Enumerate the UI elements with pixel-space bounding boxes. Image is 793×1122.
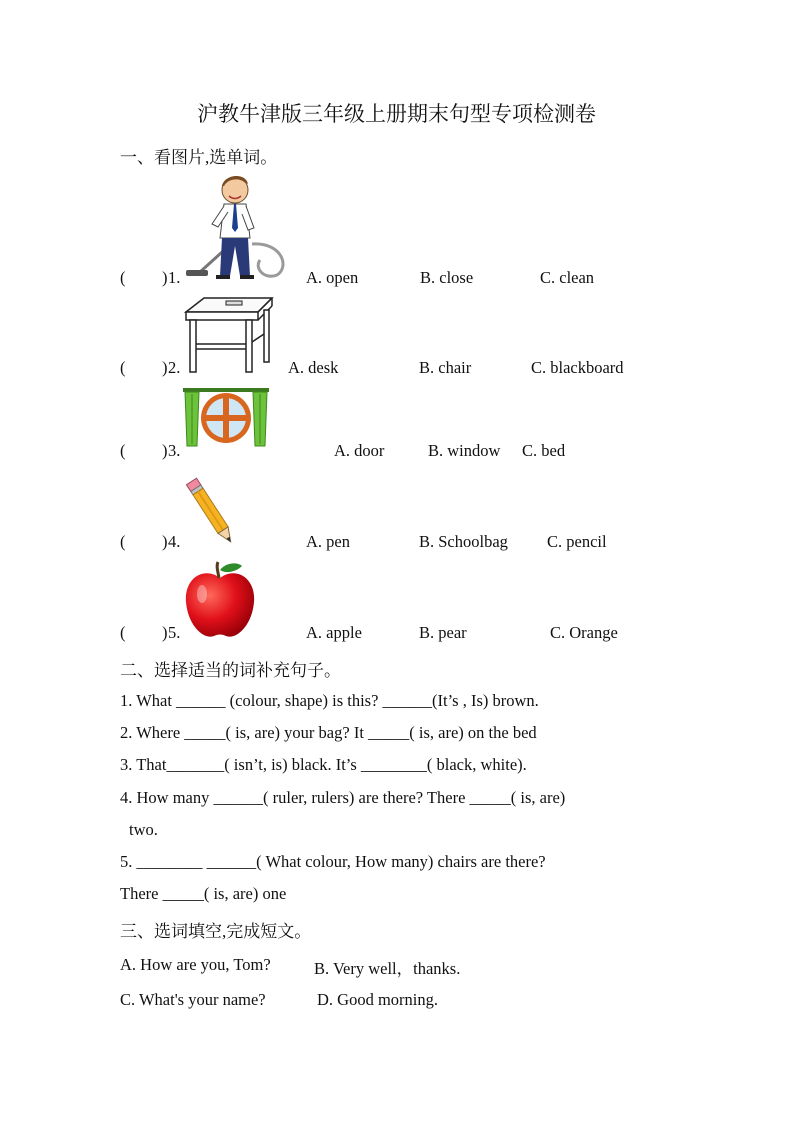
option-a: A. open [306,268,359,287]
question-number: 5. [168,623,181,642]
window-icon [183,388,269,450]
sentence-line: 5. ________ ______( What colour, How many) chairs are there? [120,852,546,871]
answer-paren-open: ( [120,623,126,642]
answer-paren-open: ( [120,441,126,460]
question-number: 2. [168,358,181,377]
answer-paren-close: ) [162,441,168,460]
pencil-icon [182,470,238,550]
option-c: C. pencil [547,532,607,551]
option-d: D. Good morning. [317,990,438,1009]
answer-paren-close: ) [162,268,168,287]
sentence-line: 4. How many ______( ruler, rulers) are there? There _____( is, are) [120,788,566,807]
man-vacuum-cleaning-icon [182,172,292,284]
option-b: B. window [428,441,501,460]
question-number: 3. [168,441,181,460]
option-c: C. What's your name? [120,990,266,1009]
option-b: B. chair [419,358,472,377]
option-a: A. desk [288,358,339,377]
option-b: B. Very well，thanks. [314,959,461,978]
option-c: C. blackboard [531,358,624,377]
sentence-line: two. [129,820,158,839]
option-a: A. pen [306,532,350,551]
sentence-line: There _____( is, are) one [120,884,287,903]
option-c: C. clean [540,268,595,287]
option-c: C. Orange [550,623,618,642]
answer-paren-open: ( [120,268,126,287]
option-b: B. Schoolbag [419,532,508,551]
answer-paren-close: ) [162,623,168,642]
apple-icon [182,560,258,640]
section-1-heading: 一、看图片,选单词。 [120,148,278,167]
option-a: A. apple [306,623,362,642]
option-b: B. close [420,268,474,287]
sentence-line: 1. What ______ (colour, shape) is this? ______(It’s , Is) brown. [120,691,539,710]
answer-paren-close: ) [162,532,168,551]
answer-paren-open: ( [120,532,126,551]
desk-icon [182,296,274,376]
page-title: 沪教牛津版三年级上册期末句型专项检测卷 [197,102,596,126]
option-c: C. bed [522,441,566,460]
sentence-line: 2. Where _____( is, are) your bag? It _____( is, are) on the bed [120,723,537,742]
answer-paren-open: ( [120,358,126,377]
option-a: A. How are you, Tom? [120,955,271,974]
question-number: 4. [168,532,181,551]
section-3-heading: 三、选词填空,完成短文。 [120,922,312,941]
option-b: B. pear [419,623,467,642]
sentence-line: 3. That_______( isn’t, is) black. It’s ________( black, white). [120,755,527,774]
option-a: A. door [334,441,385,460]
section-2-heading: 二、选择适当的词补充句子。 [120,661,341,680]
question-number: 1. [168,268,181,287]
answer-paren-close: ) [162,358,168,377]
